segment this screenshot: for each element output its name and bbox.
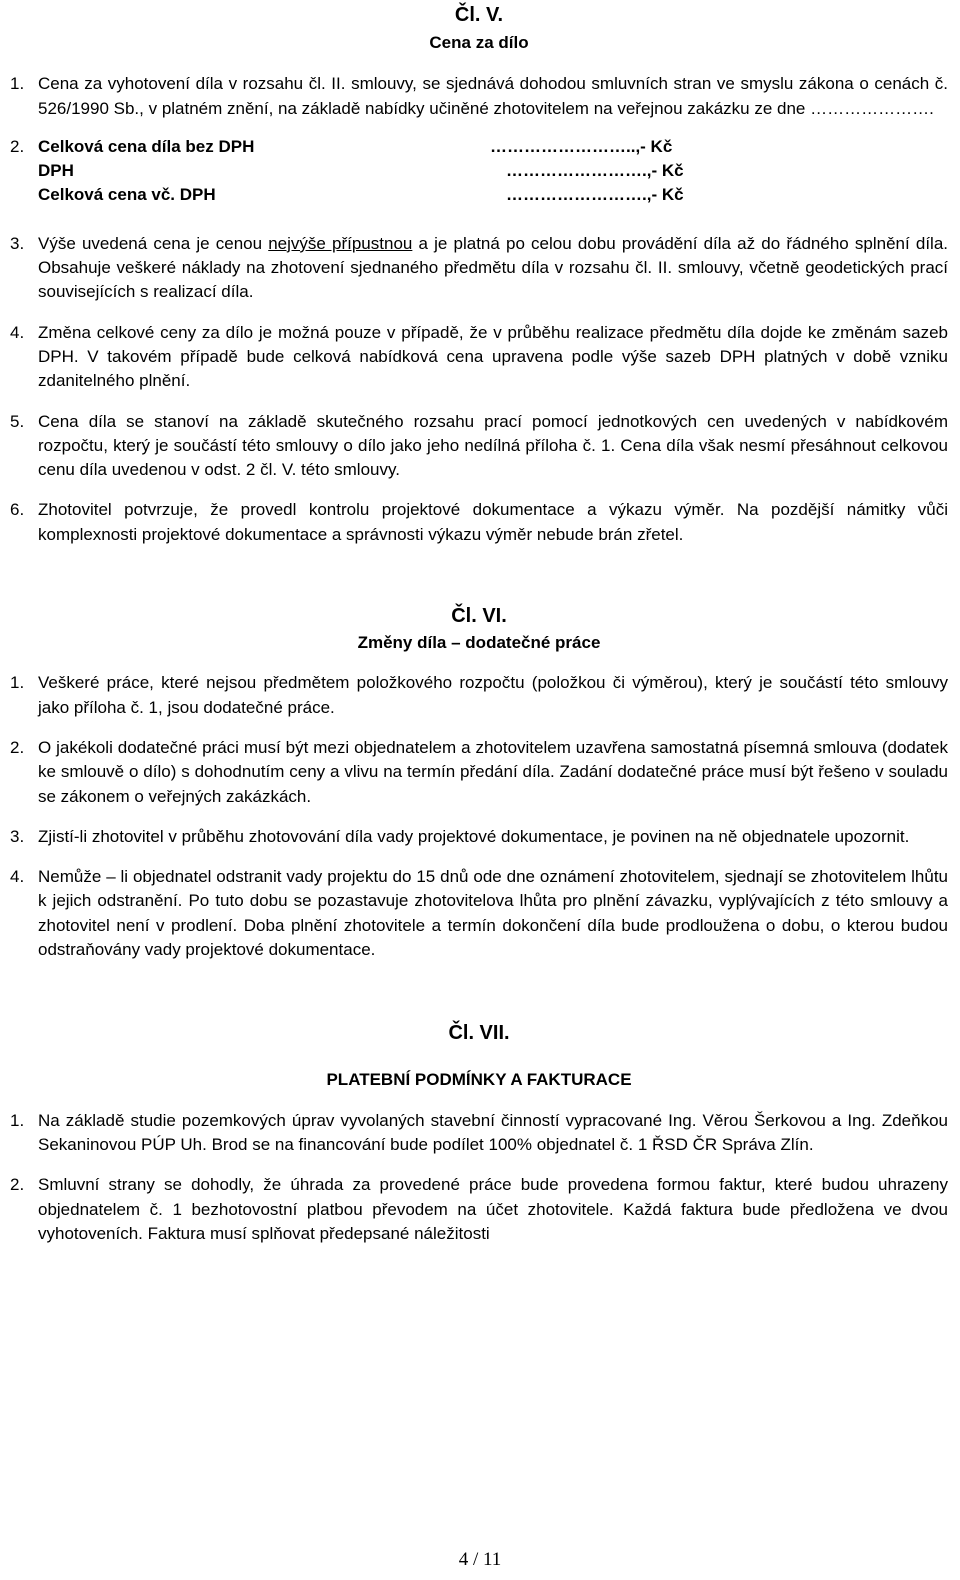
item-text: Zjistí-li zhotovitel v průběhu zhotovování díla vady projektové dokumentace, je povinen na ně objednatele upozornit.: [38, 826, 910, 846]
item-text: Cena za vyhotovení díla v rozsahu čl. II. smlouvy, se sjednává dohodou smluvních stran ve smyslu zákona o cenách č. 526/1990 Sb., v platném znění, na základě nabídky učiněné zhotovitelem na veřejnou zakázku ze dne ………………….: [38, 74, 948, 118]
item-text: O jakékoli dodatečné práci musí být mezi objednatelem a zhotovitelem uzavřena samostatná písemná smlouva (dodatek ke smlouvě o dílo) s dohodnutím ceny a vlivu na termín předání díla. Zadání dodatečné práce musí být řešeno v souladu se zákonem o veřejných zakázkách.: [38, 737, 948, 806]
item-number: 1.: [10, 673, 25, 693]
price-row-with-vat: [38, 183, 948, 207]
art5-item-2-price-table: [10, 135, 948, 208]
art5-item-3: [10, 232, 948, 305]
page-number: 4 / 11: [458, 1549, 502, 1570]
article-5-title: Cena za dílo: [429, 33, 529, 52]
price-value: …………………….,- Kč: [506, 185, 684, 205]
item-number: 3.: [10, 233, 25, 253]
article-7-heading: Čl. VII.: [448, 1022, 510, 1045]
price-value: ……………………..,- Kč: [490, 136, 673, 156]
item-text: Smluvní strany se dohodly, že úhrada za provedené práce bude provedena formou faktur, které budou uhrazeny objednatelem č. 1 bezhotovostní platbou převodem na účet zhotovitele. Každá faktura bude předložena ve dvou vyhotoveních. Faktura musí splňovat předepsané náležitosti: [38, 1175, 948, 1243]
item-text: Cena díla se stanoví na základě skutečného rozsahu prací pomocí jednotkových cen uvedených v nabídkovém rozpočtu, který je součástí této smlouvy o dílo jako jeho nedílná příloha č. 1. Cena díla však nesmí přesáhnout celkovou cenu díla uvedenou v odst. 2 čl. V. této smlouvy.: [38, 411, 948, 480]
art6-item-2: [10, 736, 948, 809]
title-part: Změny díla: [357, 633, 447, 653]
item-number: 4.: [10, 322, 25, 342]
item-text: [38, 232, 948, 305]
article-7-title: PLATEBNÍ PODMÍNKY A FAKTURACE: [326, 1070, 632, 1090]
item-text-part: a je platná po celou dobu provádění díla až do řádného splnění díla. Obsahuje veškeré náklady na zhotovení sjednaného předmětu díla v rozsahu čl. II. smlouvy, včetně geodetických prací souvisejících s realizací díla.: [38, 233, 948, 302]
title-separator: –: [446, 633, 466, 653]
price-value: …………………….,- Kč: [506, 161, 684, 181]
art7-item-2: [10, 1173, 948, 1246]
item-text: Změna celkové ceny za dílo je možná pouze v případě, že v průběhu realizace předmětu díla dojde ke změnám sazeb DPH. V takovém případě bude celková nabídková cena upravena podle výše sazeb DPH platných v době vzniku zdanitelného plnění.: [38, 322, 948, 391]
art7-item-1: [10, 1109, 948, 1158]
title-part: dodatečné práce: [465, 633, 601, 653]
item-text-part: Výše uvedená cena je cenou: [38, 233, 269, 253]
art5-item-4: [10, 321, 948, 394]
art5-item-1: [10, 72, 948, 121]
price-row-vat: [38, 159, 948, 183]
item-number: 3.: [10, 826, 25, 846]
document-body: [10, 0, 948, 1246]
item-number: 4.: [10, 867, 25, 887]
item-text: Zhotovitel potvrzuje, že provedl kontrolu projektové dokumentace a výkazu výměr. Na pozdější námitky vůči komplexnosti projektové dokumentace a správnosti výkazu výměr nebude brán zřetel.: [38, 500, 948, 544]
art6-item-1: [10, 671, 948, 720]
item-text: Nemůže – li objednatel odstranit vady projektu do 15 dnů ode dne oznámení zhotovitelem, sjednají se zhotovitelem lhůtu k jejich odstranění. Po tuto dobu se pozastavuje zhotovitelova lhůta pro plnění závazku, vyplývajících z této smlouvy a zhotovitel není v prodlení. Doba plnění zhotovitele a termín dokončení díla bude prodloužena o dobu, o kterou budou odstraňovány vady projektové dokumentace.: [38, 867, 948, 960]
item-number: 2.: [10, 136, 25, 156]
article-6-heading: Čl. VI.: [451, 605, 507, 628]
item-number: 2.: [10, 1175, 25, 1195]
item-number: 2.: [10, 737, 25, 757]
price-label: Celková cena díla bez DPH: [38, 136, 255, 156]
underlined-phrase: nejvýše přípustnou: [268, 233, 413, 253]
price-table: [38, 135, 948, 208]
art5-item-6: [10, 498, 948, 547]
article-5-heading: Čl. V.: [454, 4, 504, 26]
art6-item-3: [10, 825, 948, 849]
item-number: 1.: [10, 74, 25, 94]
price-label: DPH: [38, 161, 74, 181]
article-6-title: [10, 631, 948, 655]
art5-item-5: [10, 410, 948, 483]
price-row-without-vat: [38, 135, 948, 159]
art6-item-4: [10, 865, 948, 962]
item-number: 6.: [10, 500, 25, 520]
item-number: 1.: [10, 1110, 25, 1130]
item-text: Na základě studie pozemkových úprav vyvolaných stavební činností vypracované Ing. Věrou Šerkovou a Ing. Zdeňkou Sekaninovou PÚP Uh. Brod se na financování bude podílet 100% objednatel č. 1 ŘSD ČR Správa Zlín.: [38, 1110, 948, 1154]
item-text: Veškeré práce, které nejsou předmětem položkového rozpočtu (položkou či výměrou), který je součástí této smlouvy jako příloha č. 1, jsou dodatečné práce.: [38, 673, 948, 717]
item-number: 5.: [10, 411, 25, 431]
price-label: Celková cena vč. DPH: [38, 185, 216, 205]
